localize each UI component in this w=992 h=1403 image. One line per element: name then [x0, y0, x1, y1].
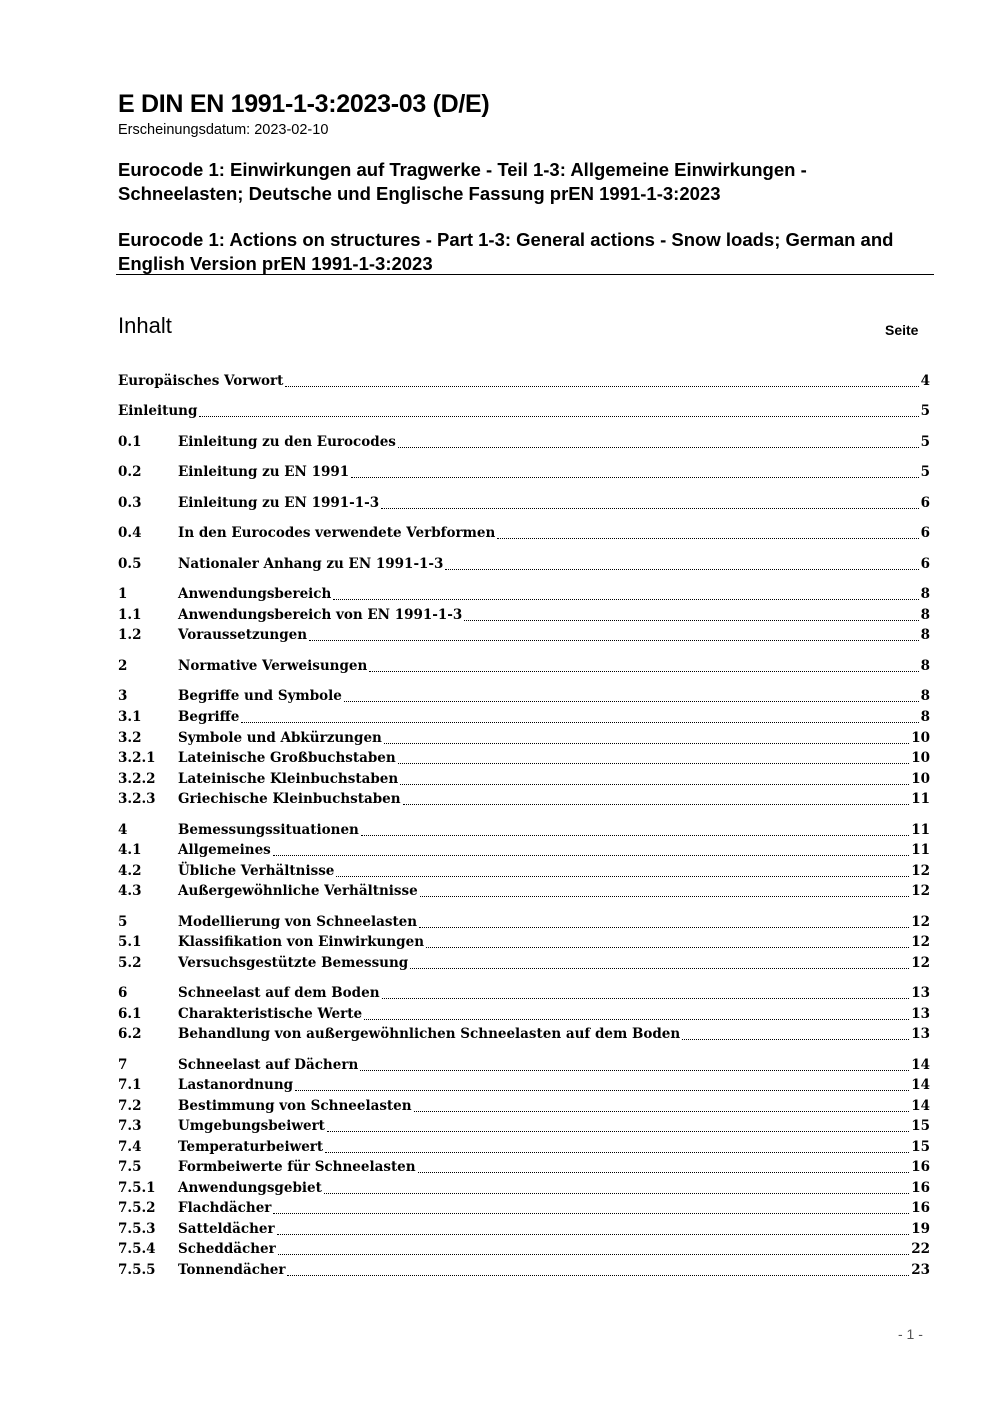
toc-entry-title: Tonnendächer [178, 1262, 286, 1278]
toc-entry-title: Umgebungsbeiwert [178, 1118, 325, 1134]
toc-entry-page: 13 [911, 1026, 930, 1042]
toc-entry[interactable] [118, 493, 930, 513]
toc-entry-title: Griechische Kleinbuchstaben [178, 791, 401, 807]
toc-dot-leader [241, 722, 918, 723]
toc-entry[interactable] [118, 769, 930, 789]
toc-entry-number: 7.5.3 [118, 1221, 156, 1237]
toc-dot-leader [324, 1193, 909, 1194]
toc-dot-leader [398, 763, 910, 764]
toc-dot-leader [381, 508, 918, 509]
toc-entry-number: 3 [118, 688, 128, 704]
toc-dot-leader [410, 968, 909, 969]
toc-entry-number: 7.5.5 [118, 1262, 156, 1278]
toc-entry-page: 8 [920, 586, 930, 602]
publication-date: Erscheinungsdatum: 2023-02-10 [118, 122, 329, 138]
toc-entry-title: Anwendungsbereich von EN 1991-1-3 [178, 607, 463, 623]
toc-entry-title: Schneelast auf Dächern [178, 1057, 359, 1073]
toc-dot-leader [273, 1213, 909, 1214]
toc-entry-page: 16 [911, 1180, 930, 1196]
toc-dot-leader [344, 701, 919, 702]
toc-entry-title: Klassifikation von Einwirkungen [178, 934, 425, 950]
toc-entry-page: 4 [920, 373, 930, 389]
page-number: - 1 - [898, 1326, 923, 1342]
toc-entry-number: 0.2 [118, 464, 142, 480]
toc-entry-page: 15 [911, 1118, 930, 1134]
toc-dot-leader [325, 1152, 909, 1153]
toc-entry-number: 7.4 [118, 1139, 142, 1155]
toc-entry-page: 12 [911, 955, 930, 971]
toc-entry-number: 0.1 [118, 434, 142, 450]
toc-entry-page: 16 [911, 1159, 930, 1175]
toc-entry-title: Anwendungsbereich [178, 586, 332, 602]
toc-dot-leader [273, 855, 909, 856]
toc-entry[interactable] [118, 432, 930, 452]
toc-entry-page: 8 [920, 709, 930, 725]
toc-dot-leader [327, 1131, 909, 1132]
toc-entry-page: 10 [911, 730, 930, 746]
toc-dot-leader [295, 1090, 909, 1091]
toc-entry-page: 11 [911, 822, 930, 838]
toc-entry-page: 10 [911, 750, 930, 766]
toc-entry-number: 7.2 [118, 1098, 142, 1114]
toc-entry-number: 0.4 [118, 525, 142, 541]
toc-entry-title: Europäisches Vorwort [118, 373, 284, 389]
toc-entry-page: 10 [911, 771, 930, 787]
toc-entry[interactable] [118, 1116, 930, 1136]
toc-dot-leader [445, 569, 918, 570]
toc-entry-page: 5 [920, 434, 930, 450]
toc-entry-page: 12 [911, 934, 930, 950]
toc-entry-number: 5 [118, 914, 128, 930]
toc-entry-page: 8 [920, 658, 930, 674]
toc-entry[interactable] [118, 462, 930, 482]
toc-entry[interactable] [118, 1004, 930, 1024]
toc-dot-leader [360, 1070, 909, 1071]
toc-entry[interactable] [118, 983, 930, 1003]
toc-entry[interactable] [118, 707, 930, 727]
toc-entry-page: 22 [911, 1241, 930, 1257]
toc-dot-leader [497, 538, 918, 539]
toc-entry[interactable] [118, 625, 930, 645]
toc-entry[interactable] [118, 881, 930, 901]
toc-dot-leader [398, 447, 919, 448]
toc-heading: Inhalt [118, 313, 172, 338]
toc-entry-number: 5.1 [118, 934, 142, 950]
toc-entry-title: In den Eurocodes verwendete Verbformen [178, 525, 496, 541]
toc-entry-number: 7.1 [118, 1077, 142, 1093]
toc-dot-leader [400, 784, 909, 785]
toc-entry-page: 5 [920, 403, 930, 419]
toc-entry[interactable] [118, 401, 930, 421]
toc-entry-page: 6 [920, 495, 930, 511]
toc-entry-page: 19 [911, 1221, 930, 1237]
toc-dot-leader [199, 416, 918, 417]
toc-dot-leader [361, 835, 909, 836]
title-english: Eurocode 1: Actions on structures - Part 1-3: General actions - Snow loads; German and English Version prEN 1991-1-3:2023 [118, 229, 894, 274]
toc-entry-title: Lastanordnung [178, 1077, 294, 1093]
toc-entry[interactable] [118, 912, 930, 932]
toc-entry-title: Begriffe [178, 709, 240, 725]
toc-dot-leader [382, 998, 910, 999]
toc-entry-number: 7.3 [118, 1118, 142, 1134]
toc-entry-number: 5.2 [118, 955, 142, 971]
toc-entry[interactable] [118, 861, 930, 881]
toc-entry[interactable] [118, 1178, 930, 1198]
toc-entry[interactable] [118, 584, 930, 604]
toc-entry-page: 12 [911, 863, 930, 879]
toc-entry[interactable] [118, 523, 930, 543]
toc-entry-title: Charakteristische Werte [178, 1006, 363, 1022]
toc-entry[interactable] [118, 1137, 930, 1157]
toc-page-column-heading: Seite [885, 322, 919, 338]
toc-dot-leader [333, 599, 918, 600]
toc-entry-title: Symbole und Abkürzungen [178, 730, 382, 746]
toc-entry-title: Modellierung von Schneelasten [178, 914, 418, 930]
toc-entry-title: Scheddächer [178, 1241, 276, 1257]
toc-entry-title: Behandlung von außergewöhnlichen Schneelasten auf dem Boden [178, 1026, 681, 1042]
toc-entry-title: Einleitung zu EN 1991-1-3 [178, 495, 380, 511]
toc-entry-title: Einleitung [118, 403, 198, 419]
toc-dot-leader [309, 640, 919, 641]
toc-entry-number: 3.2.2 [118, 771, 156, 787]
toc-entry[interactable] [118, 728, 930, 748]
toc-entry-title: Normative Verweisungen [178, 658, 368, 674]
toc-entry-page: 11 [911, 842, 930, 858]
toc-entry[interactable] [118, 748, 930, 768]
toc-entry[interactable] [118, 1239, 930, 1259]
toc-entry-number: 7 [118, 1057, 128, 1073]
toc-entry-title: Schneelast auf dem Boden [178, 985, 380, 1001]
title-german: Eurocode 1: Einwirkungen auf Tragwerke - Teil 1-3: Allgemeine Einwirkungen - Schneelasten; Deutsche und Englische Fassung prEN 1991-1-3:2023 [118, 159, 807, 204]
toc-entry-number: 7.5 [118, 1159, 142, 1175]
toc-entry-page: 6 [920, 525, 930, 541]
toc-entry-title: Begriffe und Symbole [178, 688, 342, 704]
toc-entry-number: 1.2 [118, 627, 142, 643]
toc-entry-title: Voraussetzungen [178, 627, 308, 643]
toc-entry-number: 1.1 [118, 607, 142, 623]
toc-entry-title: Einleitung zu EN 1991 [178, 464, 350, 480]
toc-entry-title: Temperaturbeiwert [178, 1139, 324, 1155]
toc-dot-leader [384, 743, 909, 744]
toc-entry-number: 0.5 [118, 556, 142, 572]
toc-entry-title: Lateinische Kleinbuchstaben [178, 771, 399, 787]
toc-entry-page: 16 [911, 1200, 930, 1216]
toc-entry-number: 4.1 [118, 842, 142, 858]
toc-entry[interactable] [118, 1198, 930, 1218]
toc-dot-leader [419, 927, 909, 928]
toc-entry-page: 8 [920, 688, 930, 704]
toc-dot-leader [287, 1275, 909, 1276]
toc-entry[interactable] [118, 1219, 930, 1239]
toc-entry[interactable] [118, 1096, 930, 1116]
toc-dot-leader [682, 1039, 909, 1040]
toc-entry-title: Formbeiwerte für Schneelasten [178, 1159, 416, 1175]
toc-entry-page: 11 [911, 791, 930, 807]
toc-entry-page: 23 [911, 1262, 930, 1278]
toc-dot-leader [336, 876, 909, 877]
toc-entry-number: 1 [118, 586, 128, 602]
toc-entry[interactable] [118, 554, 930, 574]
toc-entry-title: Übliche Verhältnisse [178, 863, 335, 879]
toc-entry-number: 3.1 [118, 709, 142, 725]
toc-entry-page: 14 [911, 1077, 930, 1093]
toc-entry-number: 4.3 [118, 883, 142, 899]
toc-entry-number: 3.2 [118, 730, 142, 746]
toc-entry-page: 12 [911, 883, 930, 899]
toc-dot-leader [426, 947, 909, 948]
toc-entry-title: Außergewöhnliche Verhältnisse [178, 883, 418, 899]
toc-entry[interactable] [118, 1024, 930, 1044]
toc-entry-number: 4.2 [118, 863, 142, 879]
toc-entry[interactable] [118, 932, 930, 952]
toc-entry-page: 5 [920, 464, 930, 480]
toc-dot-leader [418, 1172, 910, 1173]
toc-entry[interactable] [118, 656, 930, 676]
toc-dot-leader [369, 671, 918, 672]
toc-entry-title: Satteldächer [178, 1221, 275, 1237]
toc-entry[interactable] [118, 953, 930, 973]
toc-entry[interactable] [118, 371, 930, 391]
toc-dot-leader [277, 1234, 910, 1235]
toc-entry-page: 13 [911, 985, 930, 1001]
toc-entry-number: 6 [118, 985, 128, 1001]
toc-entry[interactable] [118, 1075, 930, 1095]
toc-dot-leader [414, 1111, 910, 1112]
toc-dot-leader [285, 386, 918, 387]
toc-entry-number: 4 [118, 822, 128, 838]
toc-entry[interactable] [118, 1055, 930, 1075]
toc-dot-leader [278, 1254, 909, 1255]
toc-entry-title: Einleitung zu den Eurocodes [178, 434, 396, 450]
toc-entry-number: 6.1 [118, 1006, 142, 1022]
toc-entry-title: Lateinische Großbuchstaben [178, 750, 396, 766]
toc-entry-number: 7.5.2 [118, 1200, 156, 1216]
toc-entry-page: 8 [920, 627, 930, 643]
toc-entry[interactable] [118, 686, 930, 706]
toc-entry-page: 14 [911, 1098, 930, 1114]
document-id: E DIN EN 1991-1-3:2023-03 (D/E) [118, 90, 490, 118]
toc-dot-leader [420, 896, 909, 897]
toc-entry-number: 3.2.1 [118, 750, 156, 766]
toc-entry-number: 7.5.4 [118, 1241, 156, 1257]
toc-entry[interactable] [118, 1260, 930, 1280]
toc-entry-title: Versuchsgestützte Bemessung [178, 955, 409, 971]
toc-entry[interactable] [118, 840, 930, 860]
toc-entry-number: 6.2 [118, 1026, 142, 1042]
toc-dot-leader [464, 620, 918, 621]
toc-entry[interactable] [118, 605, 930, 625]
toc-dot-leader [364, 1019, 909, 1020]
toc-entry-number: 0.3 [118, 495, 142, 511]
toc-entry[interactable] [118, 820, 930, 840]
toc-entry-page: 6 [920, 556, 930, 572]
toc-entry-page: 15 [911, 1139, 930, 1155]
toc-entry-title: Bestimmung von Schneelasten [178, 1098, 412, 1114]
toc-entry-title: Bemessungssituationen [178, 822, 359, 838]
toc-entry-page: 14 [911, 1057, 930, 1073]
toc-entry-number: 3.2.3 [118, 791, 156, 807]
toc-entry-title: Anwendungsgebiet [178, 1180, 322, 1196]
toc-entry-number: 7.5.1 [118, 1180, 156, 1196]
toc-entry-page: 8 [920, 607, 930, 623]
toc-entry-number: 2 [118, 658, 128, 674]
toc-entry-page: 13 [911, 1006, 930, 1022]
toc-entry[interactable] [118, 789, 930, 809]
toc-entry-page: 12 [911, 914, 930, 930]
toc-dot-leader [403, 804, 910, 805]
toc-dot-leader [351, 477, 918, 478]
table-of-contents [118, 0, 930, 1403]
toc-entry-title: Nationaler Anhang zu EN 1991-1-3 [178, 556, 444, 572]
toc-entry[interactable] [118, 1157, 930, 1177]
toc-entry-title: Allgemeines [178, 842, 271, 858]
toc-entry-title: Flachdächer [178, 1200, 272, 1216]
